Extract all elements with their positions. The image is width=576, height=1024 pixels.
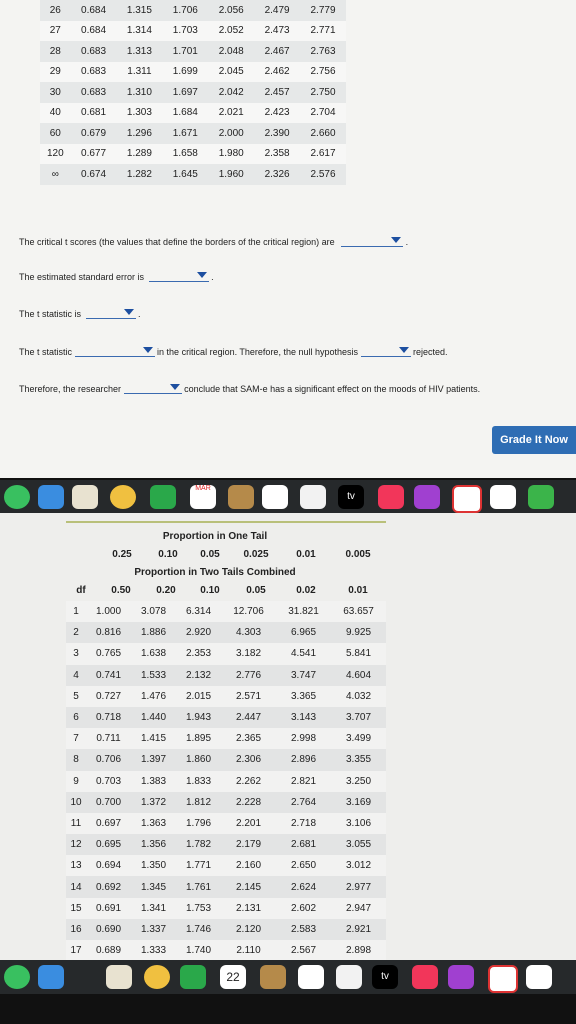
table-cell: 1.337 bbox=[131, 919, 176, 940]
question-text: in the critical region. Therefore, the null hypothesis bbox=[157, 347, 358, 357]
df-cell: 120 bbox=[40, 144, 71, 165]
df-cell: 4 bbox=[66, 665, 86, 686]
question-text: The t statistic bbox=[19, 347, 73, 357]
messages-icon[interactable] bbox=[4, 965, 30, 989]
df-cell: 6 bbox=[66, 707, 86, 728]
table-cell: 3.055 bbox=[331, 834, 386, 855]
calendar-day: 22 bbox=[226, 970, 240, 984]
table-cell: 1.415 bbox=[131, 728, 176, 749]
df-cell: 16 bbox=[66, 919, 86, 940]
t-statistic-dropdown[interactable] bbox=[86, 307, 136, 319]
table-cell: 0.703 bbox=[86, 771, 131, 792]
df-cell: 30 bbox=[40, 82, 71, 103]
table-cell: 1.476 bbox=[131, 686, 176, 707]
table-cell: 0.684 bbox=[71, 21, 117, 42]
table-cell: 2.583 bbox=[276, 919, 331, 940]
two-tail-value: 0.10 bbox=[200, 585, 220, 596]
table-cell: 2.650 bbox=[276, 855, 331, 876]
table-cell: 2.447 bbox=[221, 707, 276, 728]
table-cell: 1.960 bbox=[208, 164, 254, 185]
question-text: The t statistic is bbox=[19, 309, 82, 319]
standard-error-dropdown[interactable] bbox=[149, 270, 209, 282]
table-cell: 2.132 bbox=[176, 665, 221, 686]
table-cell: 2.764 bbox=[276, 792, 331, 813]
table-row bbox=[66, 834, 386, 855]
table-cell: 0.727 bbox=[86, 686, 131, 707]
critical-t-dropdown[interactable] bbox=[341, 235, 403, 247]
table-top-rule bbox=[66, 521, 386, 523]
df-cell: 26 bbox=[40, 0, 71, 21]
table-cell: 2.390 bbox=[254, 123, 300, 144]
table-cell: 0.741 bbox=[86, 665, 131, 686]
numbers-icon[interactable] bbox=[528, 485, 554, 509]
notes-icon[interactable] bbox=[300, 485, 326, 509]
chevron-down-icon bbox=[143, 347, 153, 353]
table-cell: 1.440 bbox=[131, 707, 176, 728]
contacts-icon[interactable] bbox=[228, 485, 254, 509]
table-cell: 2.179 bbox=[221, 834, 276, 855]
header-one-tail: Proportion in One Tail bbox=[162, 531, 268, 542]
table-cell: 0.674 bbox=[71, 164, 117, 185]
table-cell: 2.145 bbox=[221, 876, 276, 897]
null-hypothesis-dropdown[interactable] bbox=[361, 345, 411, 357]
table-cell: 2.048 bbox=[208, 41, 254, 62]
conclusion-dropdown[interactable] bbox=[124, 382, 182, 394]
df-cell: 14 bbox=[66, 876, 86, 897]
one-tail-value: 0.25 bbox=[112, 549, 132, 560]
table-row bbox=[66, 771, 386, 792]
table-cell: 2.000 bbox=[208, 123, 254, 144]
table-cell: 1.315 bbox=[116, 0, 162, 21]
table-cell: 0.816 bbox=[86, 622, 131, 643]
df-cell: 3 bbox=[66, 643, 86, 664]
table-cell: 1.980 bbox=[208, 144, 254, 165]
question-conclusion bbox=[19, 382, 480, 394]
table-row bbox=[66, 601, 386, 622]
tv-icon[interactable] bbox=[372, 965, 398, 989]
table-cell: 2.779 bbox=[300, 0, 346, 21]
table-row bbox=[40, 82, 346, 103]
table-cell: 1.313 bbox=[116, 41, 162, 62]
table-cell: 2.681 bbox=[276, 834, 331, 855]
table-cell: 2.160 bbox=[221, 855, 276, 876]
table-cell: 2.326 bbox=[254, 164, 300, 185]
table-cell: 1.753 bbox=[176, 898, 221, 919]
table-cell: 0.706 bbox=[86, 749, 131, 770]
table-cell: 12.706 bbox=[221, 601, 276, 622]
table-cell: 2.262 bbox=[221, 771, 276, 792]
chevron-down-icon bbox=[391, 237, 401, 243]
table-cell: 2.704 bbox=[300, 103, 346, 124]
table-row bbox=[66, 919, 386, 940]
table-cell: 2.571 bbox=[221, 686, 276, 707]
table-cell: 1.671 bbox=[162, 123, 208, 144]
table-cell: 1.345 bbox=[131, 876, 176, 897]
table-cell: 2.763 bbox=[300, 41, 346, 62]
notes-icon[interactable] bbox=[336, 965, 362, 989]
facetime-icon[interactable] bbox=[150, 485, 176, 509]
table-row bbox=[66, 898, 386, 919]
table-row bbox=[66, 665, 386, 686]
dock-top bbox=[0, 480, 576, 514]
table-cell: 1.372 bbox=[131, 792, 176, 813]
table-cell: 9.925 bbox=[331, 622, 386, 643]
table-cell: 1.746 bbox=[176, 919, 221, 940]
table-cell: 0.683 bbox=[71, 41, 117, 62]
one-tail-value: 0.01 bbox=[296, 549, 316, 560]
reminders-icon[interactable] bbox=[262, 485, 288, 509]
table-row bbox=[40, 21, 346, 42]
photos-icon[interactable] bbox=[144, 965, 170, 989]
table-cell: 2.921 bbox=[331, 919, 386, 940]
df-cell: 7 bbox=[66, 728, 86, 749]
two-tail-value: 0.50 bbox=[111, 585, 131, 596]
dock-bottom bbox=[0, 960, 576, 994]
table-cell: 3.143 bbox=[276, 707, 331, 728]
table-cell: 2.358 bbox=[254, 144, 300, 165]
table-cell: 6.314 bbox=[176, 601, 221, 622]
table-cell: 1.645 bbox=[162, 164, 208, 185]
t-table-top bbox=[40, 0, 346, 185]
table-cell: 1.296 bbox=[116, 123, 162, 144]
table-cell: 1.000 bbox=[86, 601, 131, 622]
table-cell: 2.131 bbox=[221, 898, 276, 919]
tv-icon[interactable] bbox=[338, 485, 364, 509]
table-cell: 2.365 bbox=[221, 728, 276, 749]
table-cell: 0.684 bbox=[71, 0, 117, 21]
table-cell: 1.701 bbox=[162, 41, 208, 62]
two-tail-value: 0.05 bbox=[246, 585, 266, 596]
table-cell: 3.078 bbox=[131, 601, 176, 622]
df-header: df bbox=[76, 585, 86, 596]
table-cell: 2.624 bbox=[276, 876, 331, 897]
table-cell: 1.684 bbox=[162, 103, 208, 124]
messages-icon[interactable] bbox=[4, 485, 30, 509]
table-cell: 1.341 bbox=[131, 898, 176, 919]
table-cell: 1.943 bbox=[176, 707, 221, 728]
table-cell: 1.303 bbox=[116, 103, 162, 124]
table-cell: 2.660 bbox=[300, 123, 346, 144]
two-tail-value: 0.02 bbox=[296, 585, 316, 596]
table-cell: 1.761 bbox=[176, 876, 221, 897]
table-cell: 2.896 bbox=[276, 749, 331, 770]
critical-region-dropdown[interactable] bbox=[75, 345, 155, 357]
table-cell: 4.604 bbox=[331, 665, 386, 686]
table-cell: 2.947 bbox=[331, 898, 386, 919]
table-cell: 4.303 bbox=[221, 622, 276, 643]
calendar-icon[interactable] bbox=[220, 965, 246, 989]
table-cell: 1.533 bbox=[131, 665, 176, 686]
table-cell: 1.833 bbox=[176, 771, 221, 792]
df-cell: 17 bbox=[66, 940, 86, 960]
table-cell: 2.977 bbox=[331, 876, 386, 897]
table-cell: 3.169 bbox=[331, 792, 386, 813]
question-critical-region bbox=[19, 345, 448, 357]
table-cell: 2.110 bbox=[221, 940, 276, 960]
table-cell: 0.697 bbox=[86, 813, 131, 834]
table-cell: 2.056 bbox=[208, 0, 254, 21]
df-cell: 28 bbox=[40, 41, 71, 62]
df-cell: 12 bbox=[66, 834, 86, 855]
table-cell: 0.695 bbox=[86, 834, 131, 855]
table-row bbox=[40, 144, 346, 165]
photos-icon[interactable] bbox=[110, 485, 136, 509]
table-cell: 3.707 bbox=[331, 707, 386, 728]
table-row bbox=[66, 792, 386, 813]
df-cell: 29 bbox=[40, 62, 71, 83]
table-row bbox=[40, 0, 346, 21]
table-cell: 2.821 bbox=[276, 771, 331, 792]
table-row bbox=[40, 123, 346, 144]
table-cell: 3.182 bbox=[221, 643, 276, 664]
question-standard-error: The estimated standard error is . bbox=[19, 272, 214, 282]
table-row bbox=[66, 855, 386, 876]
t-table-bottom bbox=[66, 601, 386, 960]
df-cell: 40 bbox=[40, 103, 71, 124]
calendar-icon[interactable] bbox=[190, 485, 216, 509]
contacts-icon[interactable] bbox=[260, 965, 286, 989]
table-cell: 3.499 bbox=[331, 728, 386, 749]
podcasts-icon[interactable] bbox=[414, 485, 440, 509]
table-cell: 0.700 bbox=[86, 792, 131, 813]
table-cell: 2.898 bbox=[331, 940, 386, 960]
table-cell: 3.365 bbox=[276, 686, 331, 707]
facetime-icon[interactable] bbox=[180, 965, 206, 989]
table-cell: 1.289 bbox=[116, 144, 162, 165]
table-cell: 1.658 bbox=[162, 144, 208, 165]
question-text: The critical t scores (the values that define the borders of the critical region) are bbox=[19, 237, 335, 247]
table-cell: 1.699 bbox=[162, 62, 208, 83]
table-cell: 0.765 bbox=[86, 643, 131, 664]
table-cell: 2.479 bbox=[254, 0, 300, 21]
table-row bbox=[40, 164, 346, 185]
table-cell: 2.576 bbox=[300, 164, 346, 185]
chevron-down-icon bbox=[124, 309, 134, 315]
table-cell: 2.042 bbox=[208, 82, 254, 103]
table-cell: 2.920 bbox=[176, 622, 221, 643]
df-cell: 15 bbox=[66, 898, 86, 919]
df-cell: 1 bbox=[66, 601, 86, 622]
maps-icon[interactable] bbox=[106, 965, 132, 989]
table-cell: 2.021 bbox=[208, 103, 254, 124]
laptop-bottom-bezel bbox=[0, 994, 576, 1024]
table-row bbox=[66, 876, 386, 897]
chevron-down-icon bbox=[197, 272, 207, 278]
df-cell: 27 bbox=[40, 21, 71, 42]
table-cell: 1.895 bbox=[176, 728, 221, 749]
table-cell: 2.756 bbox=[300, 62, 346, 83]
table-cell: 2.617 bbox=[300, 144, 346, 165]
music-icon[interactable] bbox=[378, 485, 404, 509]
table-cell: 2.353 bbox=[176, 643, 221, 664]
podcasts-icon[interactable] bbox=[448, 965, 474, 989]
table-cell: 6.965 bbox=[276, 622, 331, 643]
keynote-icon[interactable] bbox=[490, 485, 516, 509]
df-cell: 10 bbox=[66, 792, 86, 813]
table-row bbox=[40, 62, 346, 83]
table-cell: 2.423 bbox=[254, 103, 300, 124]
table-cell: 2.228 bbox=[221, 792, 276, 813]
table-cell: 0.711 bbox=[86, 728, 131, 749]
table-cell: 31.821 bbox=[276, 601, 331, 622]
table-cell: 1.771 bbox=[176, 855, 221, 876]
table-row bbox=[40, 103, 346, 124]
table-row bbox=[66, 749, 386, 770]
table-cell: 1.706 bbox=[162, 0, 208, 21]
table-cell: 0.692 bbox=[86, 876, 131, 897]
table-cell: 2.015 bbox=[176, 686, 221, 707]
one-tail-row bbox=[0, 549, 576, 563]
table-cell: 2.718 bbox=[276, 813, 331, 834]
table-row bbox=[66, 940, 386, 960]
lower-screen bbox=[0, 513, 576, 960]
chevron-down-icon bbox=[170, 384, 180, 390]
table-cell: 2.750 bbox=[300, 82, 346, 103]
mail-icon[interactable] bbox=[38, 485, 64, 509]
table-cell: 0.681 bbox=[71, 103, 117, 124]
table-cell: 2.567 bbox=[276, 940, 331, 960]
table-cell: 1.383 bbox=[131, 771, 176, 792]
table-cell: 2.771 bbox=[300, 21, 346, 42]
one-tail-value: 0.025 bbox=[243, 549, 269, 560]
table-cell: 1.356 bbox=[131, 834, 176, 855]
question-text: conclude that SAM-e has a significant effect on the moods of HIV patients. bbox=[184, 384, 481, 394]
table-cell: 2.998 bbox=[276, 728, 331, 749]
question-t-statistic: The t statistic is . bbox=[19, 309, 141, 319]
maps-icon[interactable] bbox=[72, 485, 98, 509]
table-cell: 0.679 bbox=[71, 123, 117, 144]
table-cell: 2.602 bbox=[276, 898, 331, 919]
tv-label: tv bbox=[347, 491, 355, 502]
table-cell: 3.747 bbox=[276, 665, 331, 686]
df-cell: 60 bbox=[40, 123, 71, 144]
df-cell: 13 bbox=[66, 855, 86, 876]
one-tail-value: 0.05 bbox=[200, 549, 220, 560]
table-cell: 1.314 bbox=[116, 21, 162, 42]
table-cell: 3.106 bbox=[331, 813, 386, 834]
table-cell: 1.796 bbox=[176, 813, 221, 834]
table-cell: 3.012 bbox=[331, 855, 386, 876]
table-row bbox=[66, 813, 386, 834]
table-cell: 1.397 bbox=[131, 749, 176, 770]
table-cell: 2.201 bbox=[221, 813, 276, 834]
df-cell: ∞ bbox=[40, 164, 71, 185]
table-cell: 3.355 bbox=[331, 749, 386, 770]
table-cell: 1.282 bbox=[116, 164, 162, 185]
table-cell: 4.032 bbox=[331, 686, 386, 707]
upper-screen bbox=[0, 0, 576, 478]
table-cell: 2.462 bbox=[254, 62, 300, 83]
news-icon[interactable] bbox=[488, 965, 518, 993]
table-cell: 1.860 bbox=[176, 749, 221, 770]
table-cell: 2.306 bbox=[221, 749, 276, 770]
reminders-icon[interactable] bbox=[298, 965, 324, 989]
question-critical-t: The critical t scores (the values that define the borders of the critical region) are . bbox=[19, 237, 409, 247]
table-cell: 1.310 bbox=[116, 82, 162, 103]
table-cell: 1.363 bbox=[131, 813, 176, 834]
grade-it-now-button[interactable]: Grade It Now bbox=[492, 426, 576, 454]
mail-icon[interactable] bbox=[38, 965, 64, 989]
table-cell: 63.657 bbox=[331, 601, 386, 622]
chevron-down-icon bbox=[399, 347, 409, 353]
table-cell: 0.689 bbox=[86, 940, 131, 960]
two-tail-value: 0.01 bbox=[348, 585, 368, 596]
table-cell: 2.776 bbox=[221, 665, 276, 686]
question-text: The estimated standard error is bbox=[19, 272, 145, 282]
calendar-month: MAR bbox=[195, 485, 211, 492]
df-cell: 8 bbox=[66, 749, 86, 770]
two-tail-row bbox=[0, 585, 576, 599]
two-tail-value: 0.20 bbox=[156, 585, 176, 596]
df-cell: 11 bbox=[66, 813, 86, 834]
table-cell: 1.333 bbox=[131, 940, 176, 960]
table-cell: 1.886 bbox=[131, 622, 176, 643]
table-row bbox=[40, 41, 346, 62]
tv-label: tv bbox=[381, 971, 389, 982]
table-cell: 1.703 bbox=[162, 21, 208, 42]
question-text: Therefore, the researcher bbox=[19, 384, 122, 394]
table-cell: 0.690 bbox=[86, 919, 131, 940]
keynote-icon[interactable] bbox=[526, 965, 552, 989]
table-cell: 0.677 bbox=[71, 144, 117, 165]
question-text: rejected. bbox=[413, 347, 448, 357]
table-row bbox=[66, 686, 386, 707]
table-cell: 1.812 bbox=[176, 792, 221, 813]
table-cell: 1.311 bbox=[116, 62, 162, 83]
table-cell: 3.250 bbox=[331, 771, 386, 792]
table-row bbox=[66, 643, 386, 664]
table-row bbox=[66, 622, 386, 643]
header-two-tail: Proportion in Two Tails Combined bbox=[134, 567, 296, 578]
table-cell: 0.683 bbox=[71, 62, 117, 83]
table-cell: 2.045 bbox=[208, 62, 254, 83]
table-cell: 2.120 bbox=[221, 919, 276, 940]
table-cell: 4.541 bbox=[276, 643, 331, 664]
df-cell: 2 bbox=[66, 622, 86, 643]
table-cell: 0.683 bbox=[71, 82, 117, 103]
one-tail-value: 0.005 bbox=[345, 549, 371, 560]
table-cell: 0.691 bbox=[86, 898, 131, 919]
news-icon[interactable] bbox=[452, 485, 482, 513]
table-row bbox=[66, 728, 386, 749]
music-icon[interactable] bbox=[412, 965, 438, 989]
table-cell: 1.350 bbox=[131, 855, 176, 876]
table-cell: 5.841 bbox=[331, 643, 386, 664]
table-cell: 1.782 bbox=[176, 834, 221, 855]
table-cell: 2.473 bbox=[254, 21, 300, 42]
df-cell: 9 bbox=[66, 771, 86, 792]
df-cell: 5 bbox=[66, 686, 86, 707]
table-cell: 1.740 bbox=[176, 940, 221, 960]
table-cell: 1.697 bbox=[162, 82, 208, 103]
one-tail-value: 0.10 bbox=[158, 549, 178, 560]
table-cell: 2.052 bbox=[208, 21, 254, 42]
table-cell: 2.457 bbox=[254, 82, 300, 103]
table-cell: 0.718 bbox=[86, 707, 131, 728]
table-row bbox=[66, 707, 386, 728]
table-cell: 0.694 bbox=[86, 855, 131, 876]
table-cell: 2.467 bbox=[254, 41, 300, 62]
table-cell: 1.638 bbox=[131, 643, 176, 664]
